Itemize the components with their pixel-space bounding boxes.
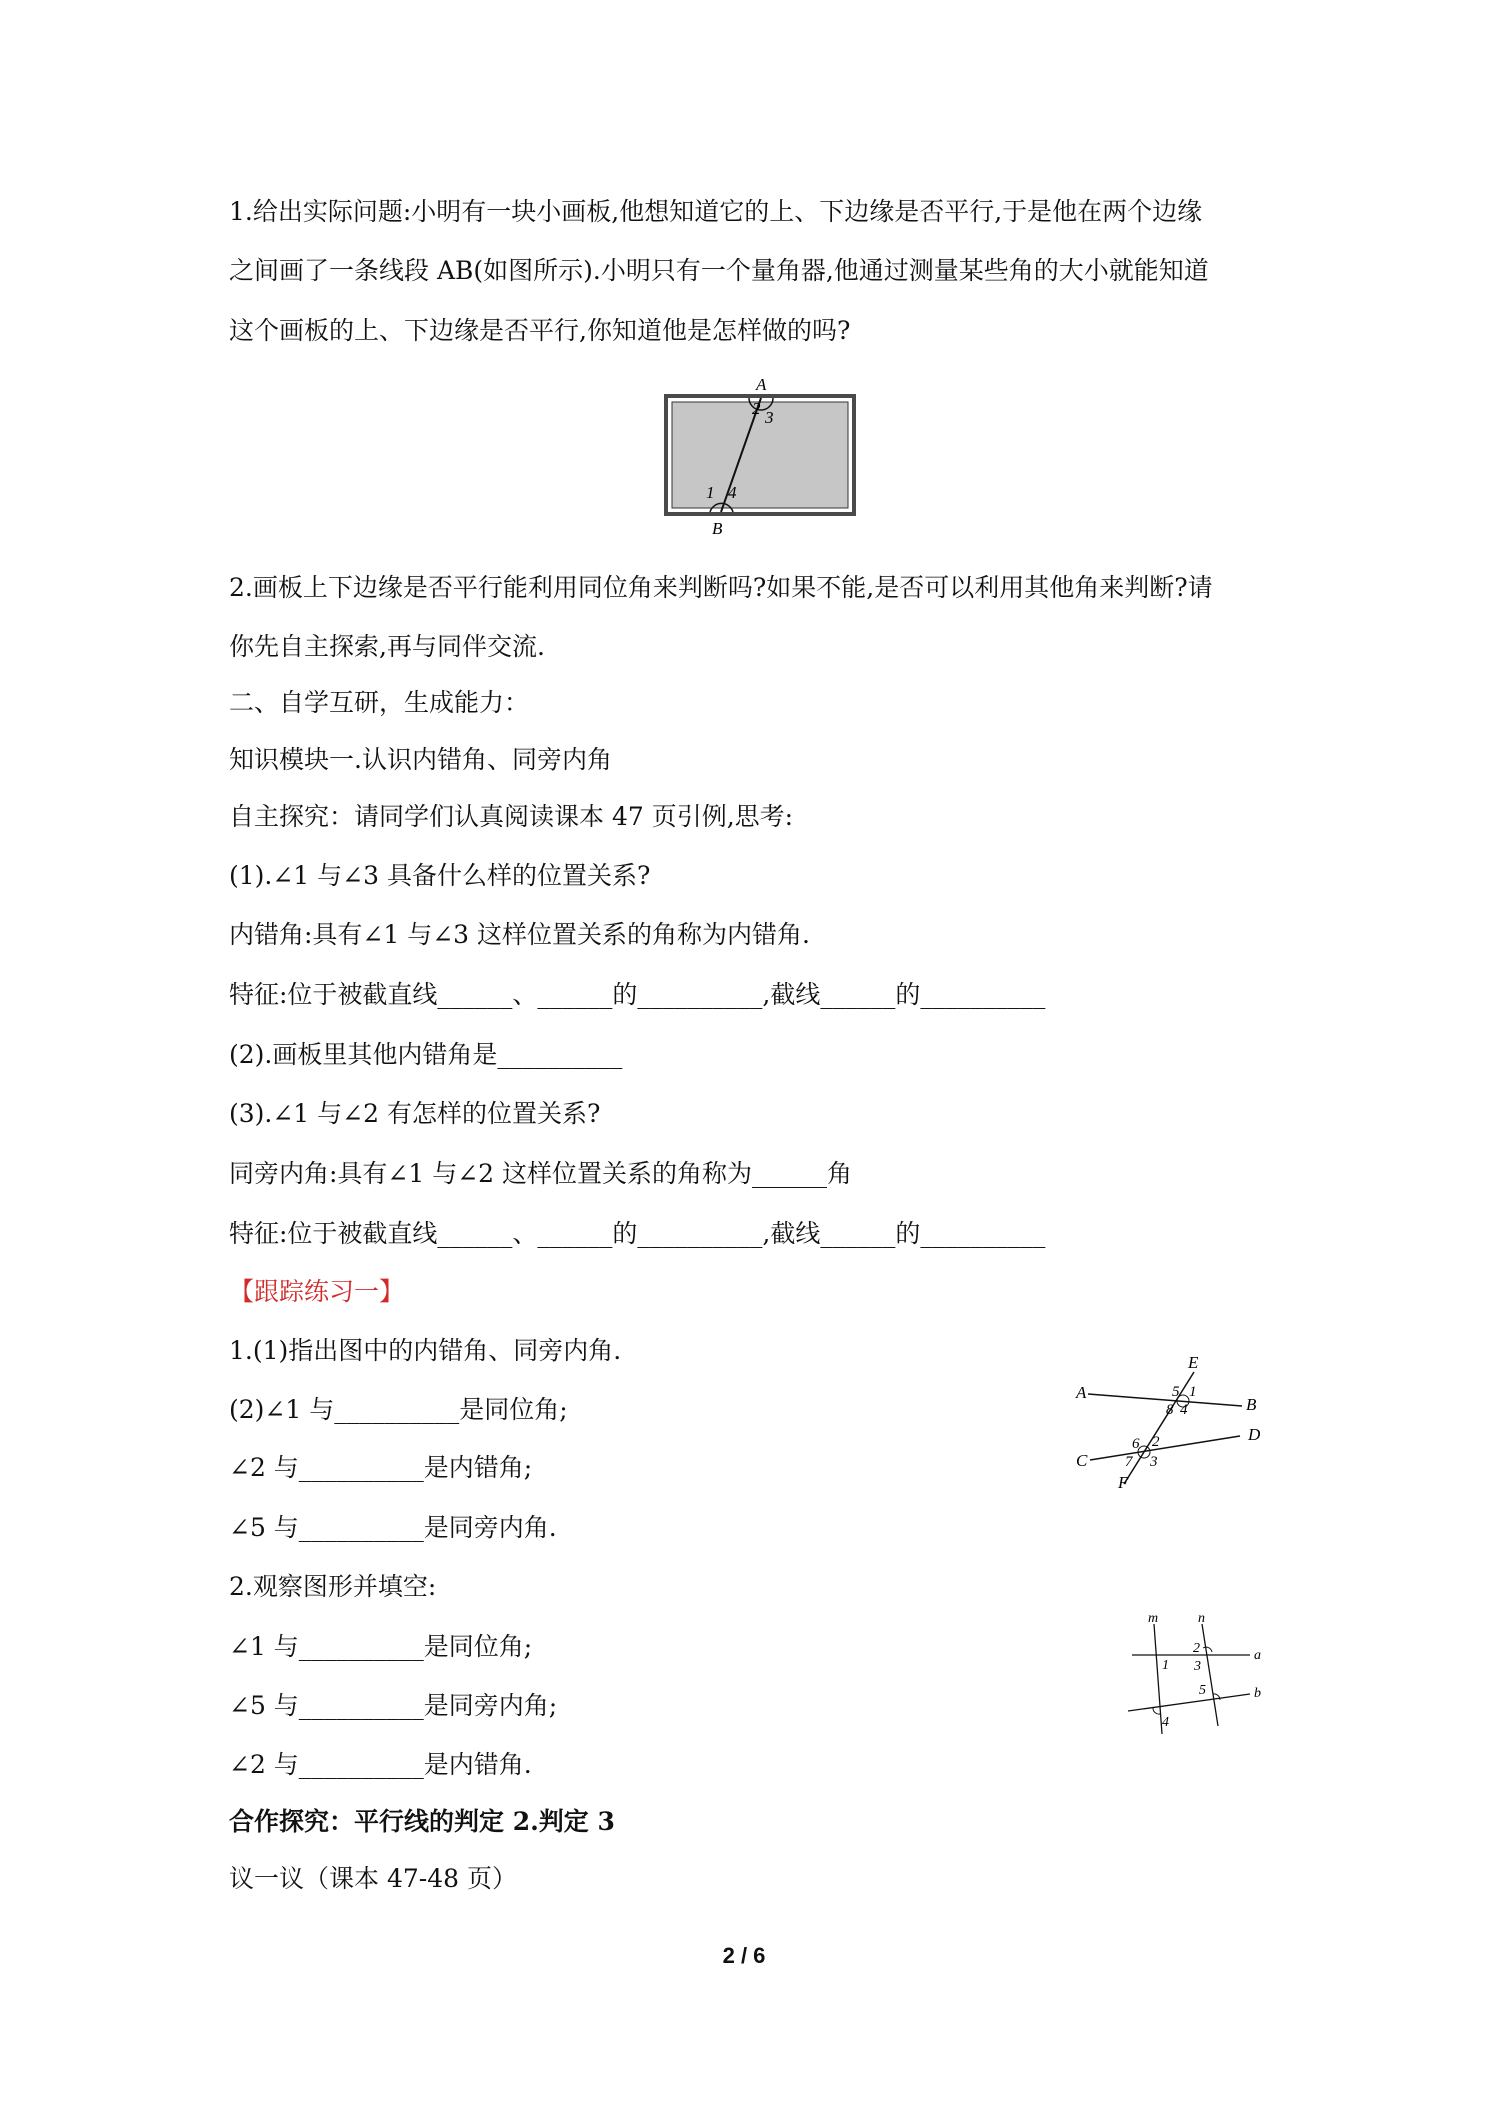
question-1: (1).∠1 与∠3 具备什么样的位置关系? [229, 861, 651, 890]
exercise-2-interior: ∠5 与__________是同旁内角; [229, 1691, 558, 1720]
svg-text:5: 5 [1172, 1384, 1180, 1400]
exercise-2-corresponding: ∠1 与__________是同位角; [229, 1632, 533, 1661]
section-heading: 二、自学互研，生成能力： [229, 688, 530, 717]
point-a-label: A [756, 375, 767, 394]
svg-text:C: C [1076, 1451, 1088, 1470]
exercise-1-part-2: (2)∠1 与__________是同位角; [229, 1395, 568, 1424]
svg-text:2: 2 [1152, 1434, 1160, 1450]
exercise-1: 1.(1)指出图中的内错角、同旁内角. [229, 1336, 622, 1365]
exercise-2-alternate: ∠2 与__________是内错角. [229, 1750, 532, 1779]
problem-1-line-1: 1.给出实际问题:小明有一块小画板,他想知道它的上、下边缘是否平行,于是他在两个边缘 [229, 197, 1203, 226]
svg-text:3: 3 [765, 408, 774, 427]
svg-text:b: b [1254, 1686, 1261, 1701]
svg-text:n: n [1198, 1611, 1205, 1626]
svg-text:2: 2 [1193, 1641, 1200, 1656]
svg-text:1: 1 [1162, 1658, 1169, 1673]
problem-1-line-3: 这个画板的上、下边缘是否平行,你知道他是怎样做的吗? [229, 316, 851, 345]
svg-text:a: a [1254, 1648, 1261, 1663]
svg-text:5: 5 [1199, 1683, 1206, 1698]
transversal-figure-2 [1120, 1610, 1270, 1740]
exercise-2: 2.观察图形并填空: [229, 1572, 437, 1601]
feature-fill-2: 特征:位于被截直线______、______的__________,截线______的__________ [229, 1219, 1046, 1248]
svg-text:4: 4 [1180, 1402, 1188, 1418]
exercise-1-alternate: ∠2 与__________是内错角; [229, 1453, 533, 1482]
feature-fill-1: 特征:位于被截直线______、______的__________,截线______的__________ [229, 980, 1046, 1009]
svg-text:1: 1 [1189, 1384, 1197, 1400]
svg-text:8: 8 [1166, 1402, 1174, 1418]
svg-text:D: D [1248, 1425, 1261, 1444]
svg-text:3: 3 [1150, 1454, 1158, 1470]
svg-text:4: 4 [1162, 1715, 1169, 1730]
alternate-angle-definition: 内错角:具有∠1 与∠3 这样位置关系的角称为内错角. [229, 920, 810, 949]
self-study-prompt: 自主探究：请同学们认真阅读课本 47 页引例,思考: [229, 802, 794, 831]
svg-text:3: 3 [1194, 1659, 1201, 1674]
svg-text:E: E [1188, 1353, 1199, 1372]
svg-text:4: 4 [728, 483, 737, 502]
cooperative-inquiry-heading: 合作探究：平行线的判定 2.判定 3 [229, 1807, 615, 1836]
svg-text:1: 1 [706, 483, 715, 502]
problem-2-line-2: 你先自主探索,再与同伴交流. [229, 632, 545, 661]
point-b-label: B [712, 519, 723, 538]
page-number: 2 / 6 [722, 1943, 766, 1968]
svg-text:7: 7 [1125, 1454, 1133, 1470]
drawing-board-figure [650, 370, 870, 540]
svg-text:B: B [1246, 1395, 1257, 1414]
interior-angle-definition: 同旁内角:具有∠1 与∠2 这样位置关系的角称为______角 [229, 1159, 853, 1188]
discussion-line: 议一议（课本 47-48 页） [229, 1864, 517, 1893]
question-3: (3).∠1 与∠2 有怎样的位置关系? [229, 1099, 601, 1128]
svg-text:m: m [1148, 1611, 1159, 1626]
practice-heading: 【跟踪练习一】 [229, 1277, 405, 1306]
problem-2-line-1: 2.画板上下边缘是否平行能利用同位角来判断吗?如果不能,是否可以利用其他角来判断?请 [229, 573, 1213, 602]
question-2: (2).画板里其他内错角是__________ [229, 1040, 623, 1069]
svg-text:6: 6 [1132, 1436, 1140, 1452]
problem-1-line-2: 之间画了一条线段 AB(如图所示).小明只有一个量角器,他通过测量某些角的大小就能知道 [229, 256, 1209, 285]
svg-text:2: 2 [752, 399, 761, 418]
module-heading: 知识模块一.认识内错角、同旁内角 [229, 745, 612, 774]
transversal-figure-1 [1070, 1350, 1270, 1490]
svg-text:A: A [1076, 1383, 1087, 1402]
exercise-1-interior: ∠5 与__________是同旁内角. [229, 1513, 557, 1542]
svg-text:F: F [1118, 1473, 1129, 1490]
